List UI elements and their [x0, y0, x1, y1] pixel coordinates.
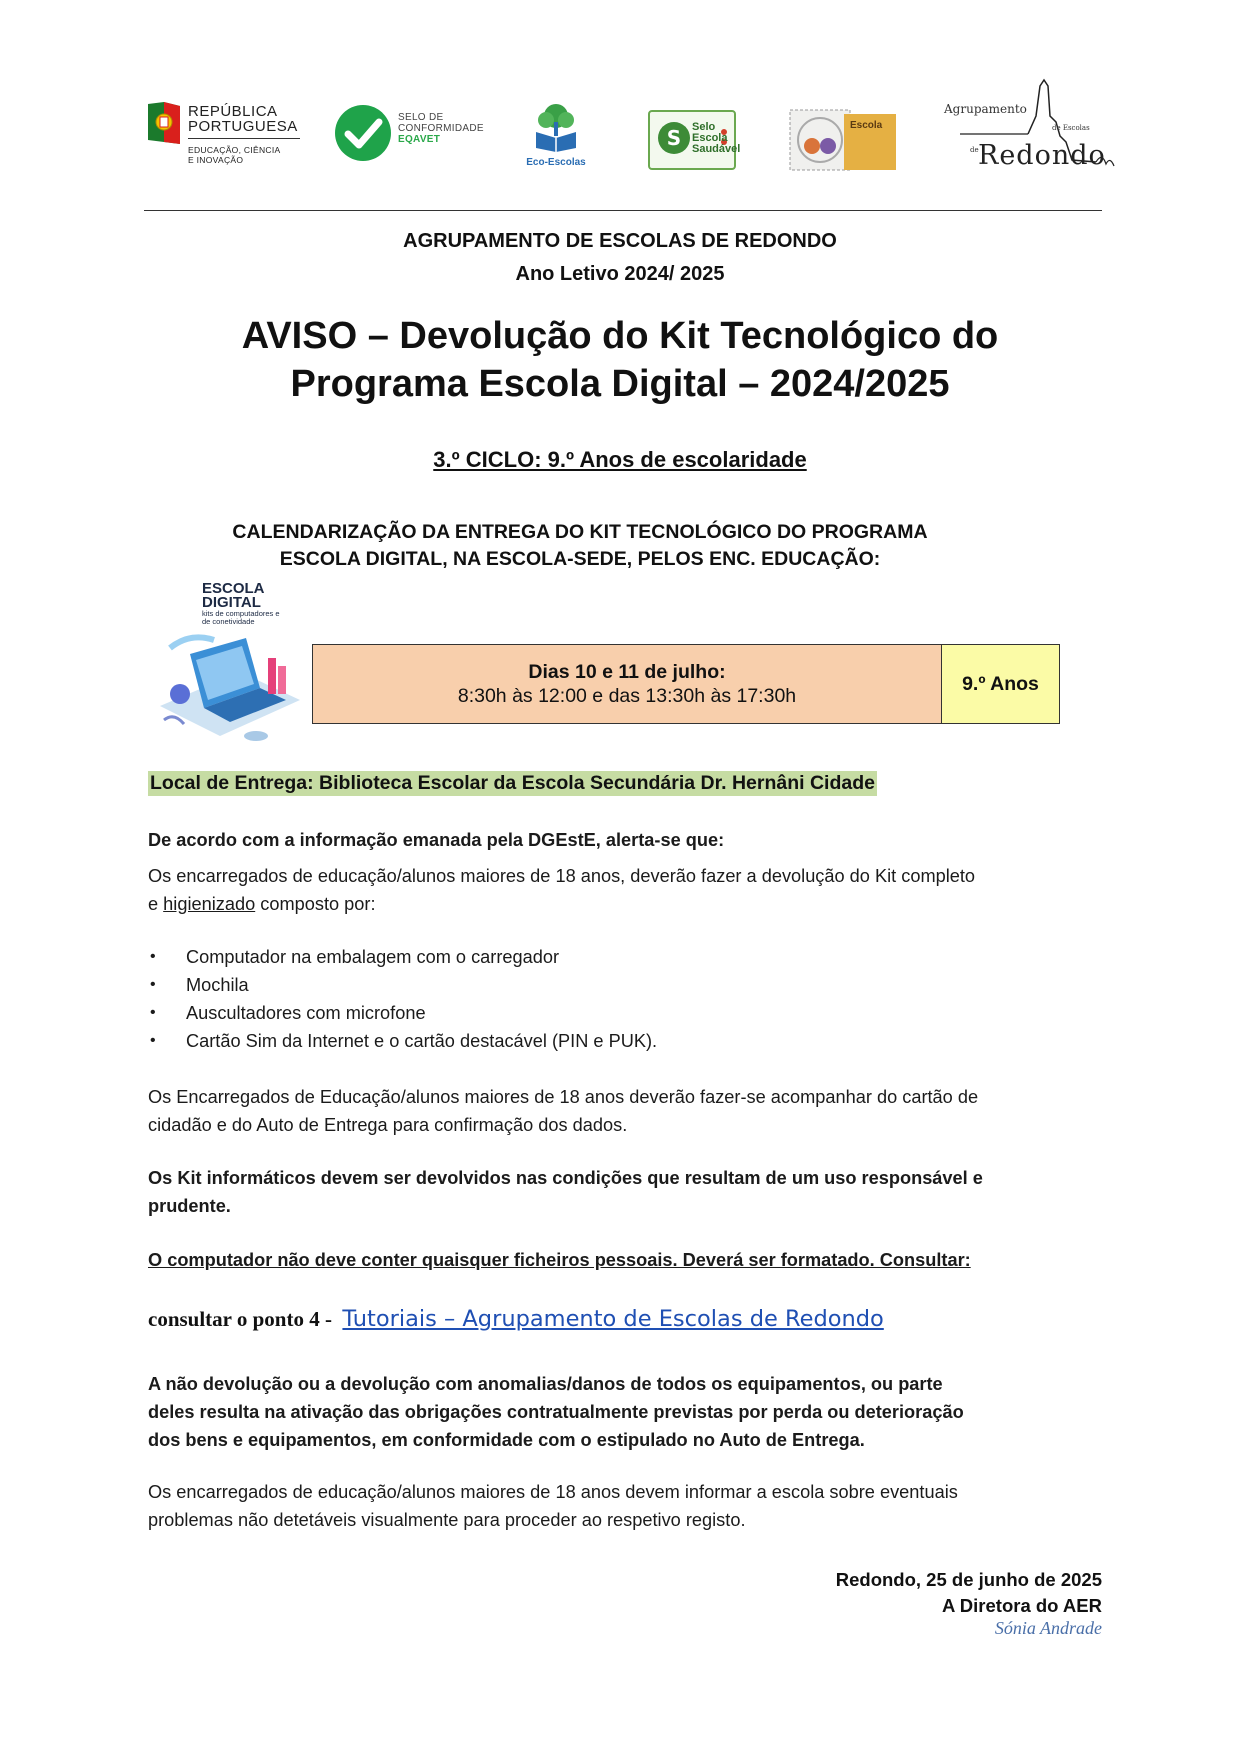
consult-prefix: consultar o ponto 4 - — [148, 1307, 332, 1331]
kit-intro-line-1: Os encarregados de educação/alunos maiores de 18 anos, deverão fazer a devolução do Kit completo — [148, 866, 976, 886]
illustration-title-1: ESCOLA — [202, 580, 265, 597]
id-paragraph — [148, 1083, 1103, 1139]
eco-tree-book-icon — [524, 102, 588, 152]
redondo-de-escolas: de Escolas — [1052, 124, 1090, 132]
list-item: • Mochila — [148, 971, 657, 999]
schedule-hours: 8:30h às 12:00 e das 13:30h às 17:30h — [457, 685, 797, 707]
signoff-place-date: Redondo, 25 de junho de 2025 — [835, 1569, 1102, 1590]
organization-name: AGRUPAMENTO DE ESCOLAS DE REDONDO — [403, 230, 837, 252]
calendar-line-1: CALENDARIZAÇÃO DA ENTREGA DO KIT TECNOLÓGICO DO PROGRAMA — [232, 521, 928, 543]
escola-valores-label: Escola — [850, 120, 883, 131]
eco-escolas-logo — [524, 102, 588, 168]
school-year: Ano Letivo 2024/ 2025 — [515, 263, 725, 285]
list-item: • Cartão Sim da Internet e o cartão destacável (PIN e PUK). — [148, 1027, 657, 1055]
id-line-2: cidadão e do Auto de Entrega para confirmação dos dados. — [148, 1115, 628, 1135]
selo-saudavel-label: Selo Escola Saudável — [692, 121, 741, 155]
inform-line-2: problemas não detetáveis visualmente para proceder ao respetivo registo. — [148, 1510, 746, 1530]
title-line-1: AVISO – Devolução do Kit Tecnológico do — [241, 315, 999, 357]
responsibility-line-1: Os Kit informáticos devem ser devolvidos nas condições que resultam de um uso responsável e — [148, 1168, 983, 1188]
page-title — [0, 312, 1240, 408]
kit-intro-paragraph — [148, 862, 1103, 918]
schedule-dates-cell — [313, 645, 942, 724]
format-notice: O computador não deve conter quaisquer ficheiros pessoais. Deverá ser formatado. Consultar: — [148, 1250, 971, 1270]
laptop-illustration-icon — [150, 628, 310, 758]
damage-line-3: dos bens e equipamentos, em conformidade com o estipulado no Auto de Entrega. — [148, 1430, 865, 1450]
alert-intro: De acordo com a informação emanada pela DGEstE, alerta-se que: — [148, 830, 725, 850]
header-divider — [144, 210, 1102, 211]
kit-intro-line-2 — [148, 890, 1103, 918]
damage-paragraph — [148, 1370, 1103, 1454]
escola-digital-illustration — [150, 582, 310, 760]
consult-line — [148, 1306, 884, 1332]
redondo-agrupamento: Agrupamento — [944, 102, 1027, 116]
calendar-heading — [130, 519, 1030, 573]
schedule-row — [313, 645, 1060, 724]
kit-intro-underlined: higienizado — [163, 894, 256, 914]
redondo-de: de — [970, 146, 979, 154]
check-badge-icon — [334, 104, 392, 162]
title-line-2: Programa Escola Digital – 2024/2025 — [290, 363, 950, 405]
eqavet-line1: SELO DE — [398, 112, 444, 123]
republica-title-1: REPÚBLICA — [188, 103, 278, 120]
republica-portuguesa-logo — [144, 98, 304, 178]
calendar-line-2: ESCOLA DIGITAL, NA ESCOLA-SEDE, PELOS ENC. EDUCAÇÃO: — [279, 548, 881, 570]
schedule-table — [312, 644, 1060, 724]
eco-escolas-label: Eco-Escolas — [526, 157, 586, 168]
republica-sub-2: E INOVAÇÃO — [188, 155, 244, 165]
damage-line-1: A não devolução ou a devolução com anomalias/danos de todos os equipamentos, ou parte — [148, 1374, 943, 1394]
schedule-dates: Dias 10 e 11 de julho: — [528, 661, 726, 683]
republica-sub-1: EDUCAÇÃO, CIÊNCIA — [188, 145, 281, 155]
escola-valores-logo — [788, 106, 898, 178]
kit-intro-pre: e — [148, 894, 164, 914]
inform-line-1: Os encarregados de educação/alunos maiores de 18 anos devem informar a escola sobre eventuais — [148, 1482, 958, 1502]
illustration-title-2: DIGITAL — [202, 594, 261, 611]
delivery-location: Local de Entrega: Biblioteca Escolar da Escola Secundária Dr. Hernâni Cidade — [150, 772, 875, 794]
signoff-name: Sónia Andrade — [994, 1618, 1102, 1638]
selo-escola-saudavel-logo — [648, 110, 741, 170]
kit-intro-post: composto por: — [255, 894, 376, 914]
svg-text:S: S — [666, 126, 682, 150]
stamp-icon — [788, 106, 898, 178]
inform-paragraph — [148, 1478, 1103, 1534]
cycle-heading: 3.º CICLO: 9.º Anos de escolaridade — [433, 447, 807, 472]
kit-items-list — [148, 943, 657, 1055]
eqavet-line3: EQAVET — [398, 134, 441, 145]
illustration-sub-1: kits de computadores e — [202, 609, 280, 618]
tutoriais-link[interactable]: Tutoriais – Agrupamento de Escolas de Redondo — [342, 1306, 884, 1332]
signoff-role: A Diretora do AER — [941, 1595, 1102, 1616]
republica-title-2: PORTUGUESA — [188, 118, 298, 135]
list-item: • Auscultadores com microfone — [148, 999, 657, 1027]
eqavet-logo — [334, 104, 504, 168]
responsibility-paragraph — [148, 1164, 1103, 1220]
responsibility-line-2: prudente. — [148, 1196, 231, 1216]
redondo-name: Redondo — [978, 140, 1106, 171]
schedule-grade: 9.º Anos — [942, 645, 1060, 724]
damage-line-2: deles resulta na ativação das obrigações contratualmente previstas por perda ou deterioração — [148, 1402, 964, 1422]
agrupamento-redondo-logo — [940, 76, 1120, 176]
list-item: • Computador na embalagem com o carregador — [148, 943, 657, 971]
illustration-sub-2: de conetividade — [202, 617, 255, 626]
id-line-1: Os Encarregados de Educação/alunos maiores de 18 anos deverão fazer-se acompanhar do cartão de — [148, 1087, 979, 1107]
eqavet-line2: CONFORMIDADE — [398, 123, 484, 134]
portugal-flag-icon — [144, 100, 184, 150]
